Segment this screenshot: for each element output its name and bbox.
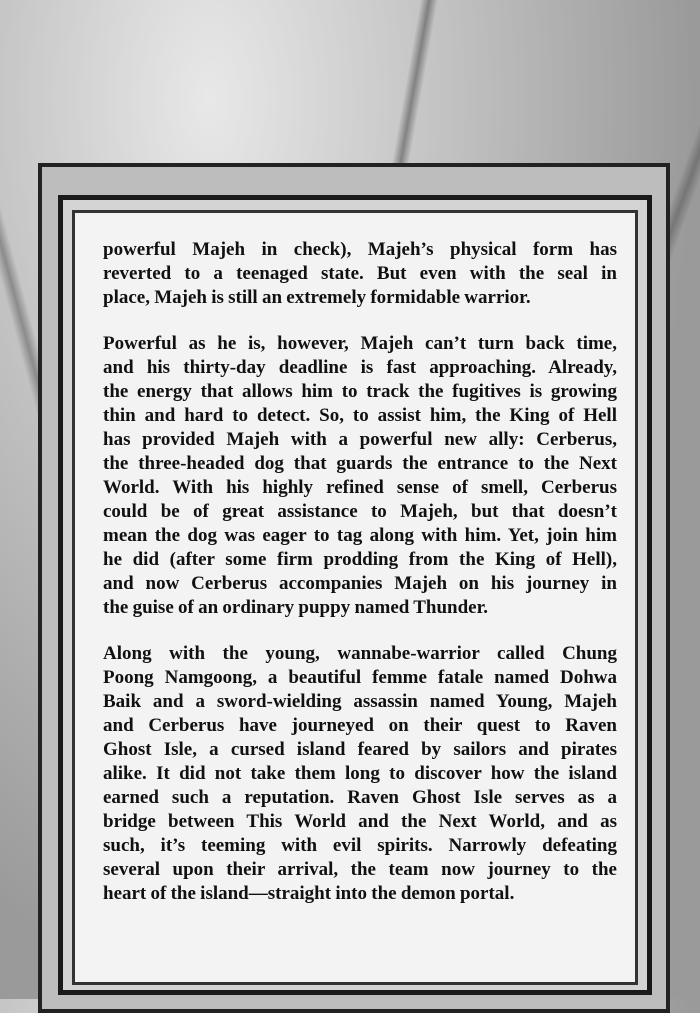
- text-line: several upon their arrival, the team now journey to the: [103, 859, 617, 880]
- text-line: powerful Majeh in check), Majeh’s physical form has: [103, 239, 617, 260]
- text-line: the guise of an ordinary puppy named Thunder.: [103, 597, 489, 618]
- text-line: such, it’s teeming with evil spirits. Narrowly defeating: [103, 835, 617, 856]
- text-line: Ghost Isle, a cursed island feared by sailors and pirates: [103, 739, 617, 760]
- text-line: place, Majeh is still an extremely formidable warrior.: [103, 287, 531, 308]
- text-line: mean the dog was eager to tag along with him. Yet, join him: [103, 525, 617, 546]
- paragraph: [103, 332, 617, 620]
- text-line: Poong Namgoong, a beautiful femme fatale named Dohwa: [103, 667, 617, 688]
- text-line: has provided Majeh with a powerful new ally: Cerberus,: [103, 429, 617, 450]
- text-line: and now Cerberus accompanies Majeh on his journey in: [103, 573, 617, 594]
- text-line: and Cerberus have journeyed on their quest to Raven: [103, 715, 617, 736]
- text-line: Baik and a sword-wielding assassin named Young, Majeh: [103, 691, 617, 712]
- text-line: heart of the island—straight into the demon portal.: [103, 883, 515, 904]
- text-line: earned such a reputation. Raven Ghost Isle serves as a: [103, 787, 617, 808]
- text-line: bridge between This World and the Next World, and as: [103, 811, 617, 832]
- text-line: he did (after some firm prodding from the King of Hell),: [103, 549, 617, 570]
- text-line: could be of great assistance to Majeh, but that doesn’t: [103, 501, 617, 522]
- text-line: thin and hard to detect. So, to assist him, the King of Hell: [103, 405, 617, 426]
- text-line: Along with the young, wannabe-warrior called Chung: [103, 643, 617, 664]
- text-line: and his thirty-day deadline is fast approaching. Already,: [103, 357, 617, 378]
- text-line: the three-headed dog that guards the entrance to the Next: [103, 453, 617, 474]
- text-line: the energy that allows him to track the fugitives is growing: [103, 381, 617, 402]
- paragraph: [103, 642, 617, 906]
- text-line: World. With his highly refined sense of smell, Cerberus: [103, 477, 617, 498]
- story-text: [103, 238, 617, 928]
- paragraph: [103, 238, 617, 310]
- text-line: reverted to a teenaged state. But even with the seal in: [103, 263, 617, 284]
- text-line: alike. It did not take them long to discover how the island: [103, 763, 617, 784]
- text-line: Powerful as he is, however, Majeh can’t turn back time,: [103, 333, 617, 354]
